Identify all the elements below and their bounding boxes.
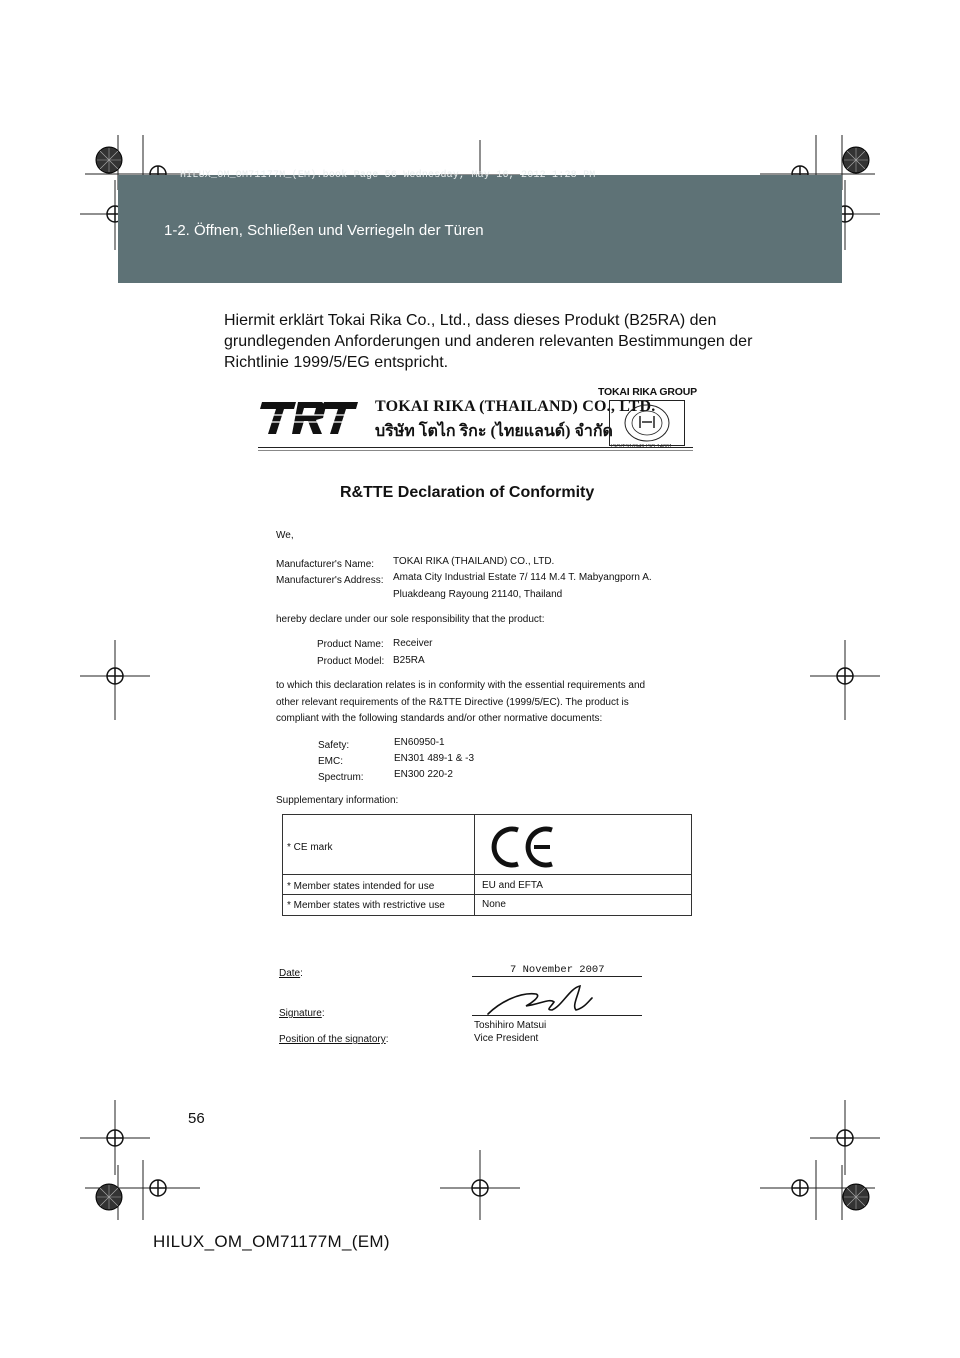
table-divider-horizontal bbox=[282, 874, 692, 875]
product-model: B25RA bbox=[393, 655, 425, 666]
standard-value: EN301 489-1 & -3 bbox=[394, 753, 475, 764]
standard-label: Safety: bbox=[318, 740, 350, 751]
standard-value: EN300 220-2 bbox=[394, 769, 453, 780]
restrictive-use-value: None bbox=[482, 899, 506, 910]
letterhead-rule bbox=[258, 447, 693, 448]
standard-value: EN60950-1 bbox=[394, 737, 445, 748]
signature-rule bbox=[472, 1015, 642, 1016]
manufacturer-address-label: Manufacturer's Address: bbox=[276, 575, 384, 586]
signatory-name: Toshihiro Matsui bbox=[474, 1020, 547, 1031]
date-label-text: Date bbox=[279, 968, 301, 979]
member-states-value: EU and EFTA bbox=[482, 880, 543, 891]
hereby-text: hereby declare under our sole responsibility that the product: bbox=[276, 614, 545, 625]
standard-label: Spectrum: bbox=[318, 772, 364, 783]
position-label: Position of the signatory: bbox=[279, 1034, 389, 1045]
signature-label-text: Signature bbox=[279, 1008, 322, 1019]
date-label: Date: bbox=[279, 968, 303, 979]
company-name-th: บริษัท โตไก ริกะ (ไทยแลนด์) จำกัด bbox=[375, 423, 613, 440]
page-number: 56 bbox=[188, 1110, 205, 1127]
letterhead-rule-thin bbox=[258, 450, 693, 451]
member-states-label: * Member states intended for use bbox=[287, 881, 435, 892]
intro-text: Hiermit erklärt Tokai Rika Co., Ltd., dass dieses Produkt (B25RA) den grundlegenden Anforderungen und anderen relevanten Bestimmungen der Richtlinie 1999/5/EG entspricht. bbox=[224, 312, 753, 371]
group-label: TOKAI RIKA GROUP bbox=[598, 386, 697, 398]
conformity-line-2: other relevant requirements of the R&TTE Directive (1999/5/EC). The product is bbox=[276, 697, 629, 708]
table-divider-vertical bbox=[474, 814, 475, 916]
product-name-label: Product Name: bbox=[317, 639, 384, 650]
conformity-line-1: to which this declaration relates is in conformity with the essential requirements and bbox=[276, 680, 646, 691]
product-model-label: Product Model: bbox=[317, 656, 385, 667]
date-rule bbox=[472, 976, 642, 977]
conformity-line-3: compliant with the following standards and/or other normative documents: bbox=[276, 713, 603, 724]
manufacturer-name-label: Manufacturer's Name: bbox=[276, 559, 375, 570]
we-text: We, bbox=[276, 530, 294, 541]
section-title: 1-2. Öffnen, Schließen und Verriegeln der Türen bbox=[164, 222, 484, 239]
certification-badge bbox=[609, 400, 685, 446]
restrictive-use-label: * Member states with restrictive use bbox=[287, 900, 445, 911]
declaration-title: R&TTE Declaration of Conformity bbox=[340, 484, 595, 501]
footer-code: HILUX_OM_OM71177M_(EM) bbox=[153, 1232, 390, 1251]
trt-logo bbox=[258, 398, 358, 438]
signature-image bbox=[480, 984, 610, 1018]
certification-seal-icon bbox=[610, 401, 684, 445]
ce-mark-icon bbox=[488, 824, 558, 870]
position-label-text: Position of the signatory bbox=[279, 1034, 386, 1045]
address-line-1: Amata City Industrial Estate 7/ 114 M.4 T. Mabyangporn A. bbox=[393, 572, 652, 583]
signature-label: Signature: bbox=[279, 1008, 325, 1019]
book-info-line: HILUX_OM_OM71177M_(EM).book Page 56 Wednesday, May 16, 2012 1:28 PM bbox=[180, 170, 596, 181]
signatory-title: Vice President bbox=[474, 1033, 539, 1044]
company-name-en: TOKAI RIKA (THAILAND) CO., LTD. bbox=[375, 398, 656, 415]
address-line-2: Pluakdeang Rayoung 21140, Thailand bbox=[393, 589, 563, 600]
product-name: Receiver bbox=[393, 638, 433, 649]
date-value: 7 November 2007 bbox=[510, 964, 605, 976]
table-divider-horizontal bbox=[282, 894, 692, 895]
standard-label: EMC: bbox=[318, 756, 343, 767]
ce-mark-label: * CE mark bbox=[287, 842, 333, 853]
supplementary-label: Supplementary information: bbox=[276, 795, 399, 806]
manufacturer-name: TOKAI RIKA (THAILAND) CO., LTD. bbox=[393, 556, 555, 567]
